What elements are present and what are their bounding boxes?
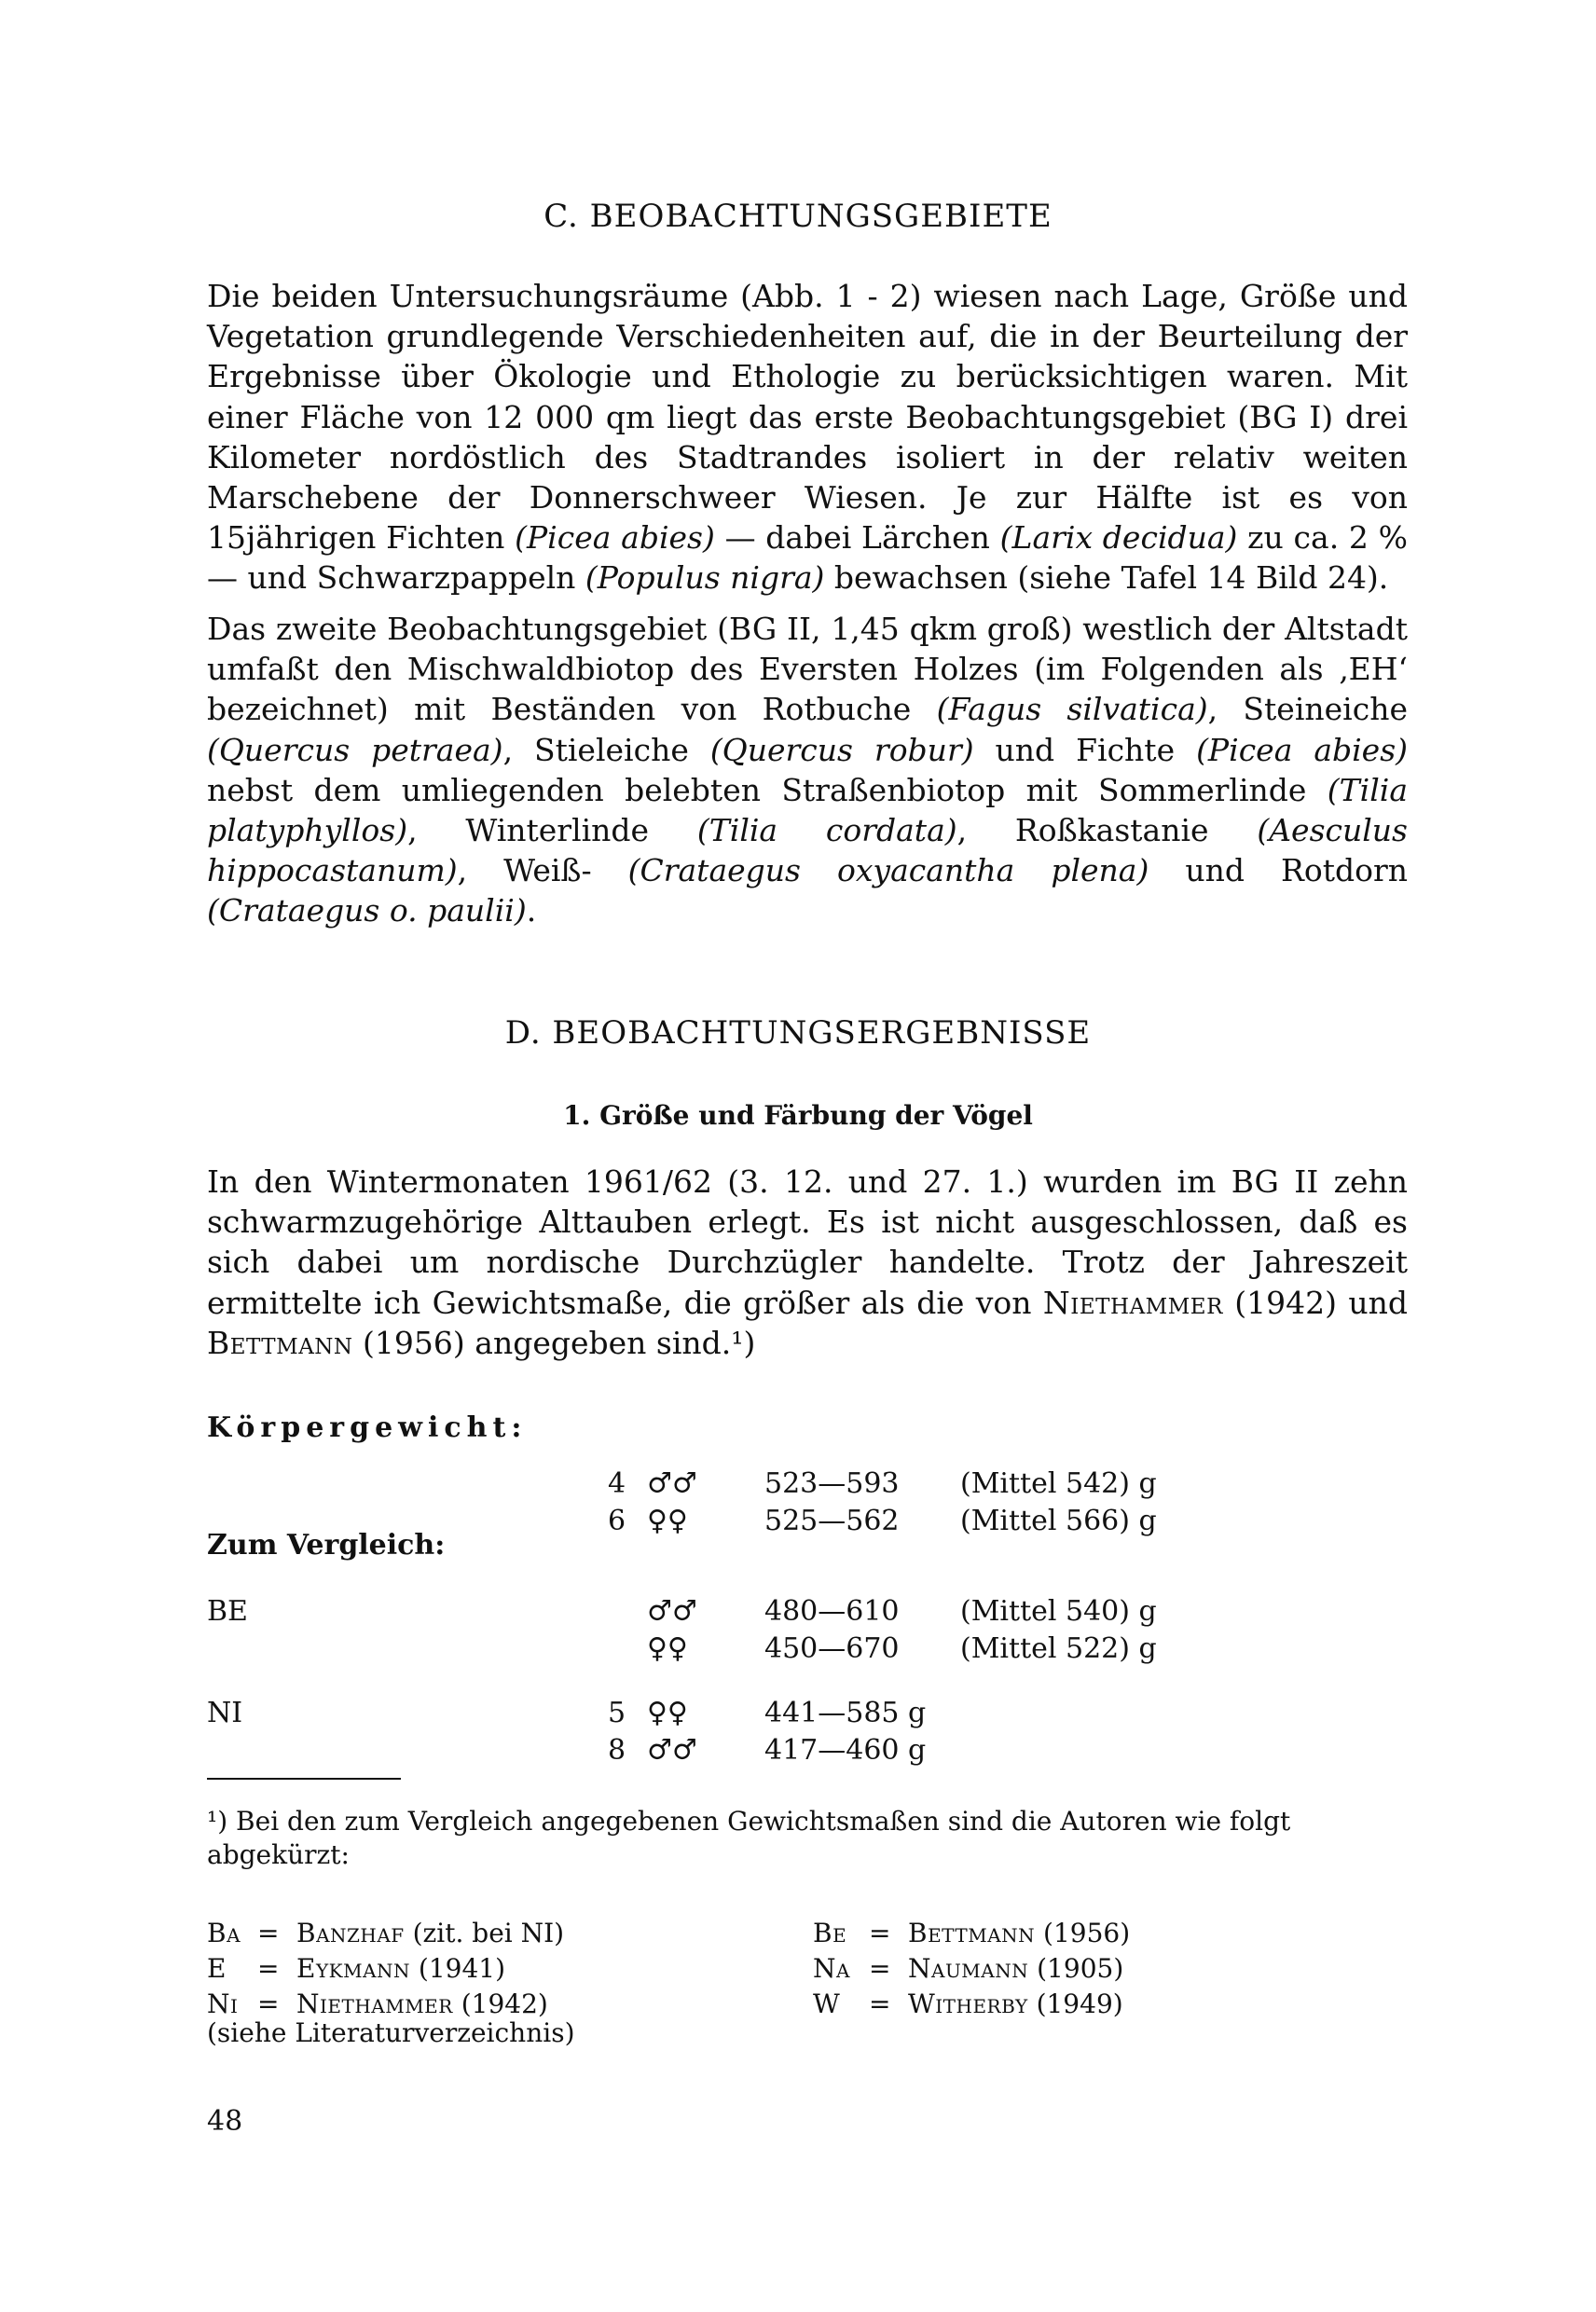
footnote-note: (siehe Literaturverzeichnis) <box>207 2017 575 2048</box>
equals-sign: = <box>257 1953 280 1984</box>
section-d-paragraph-1 <box>207 1162 1408 1363</box>
weight-label: Körpergewicht: <box>207 1411 528 1444</box>
species-name: (Populus nigra) <box>585 559 825 597</box>
text-run: Das zweite Beobachtungsgebiet (BG II, 1,45 qkm groß) westlich der Altstadt umfaßt den Mischwaldbiotop des Eversten Holzes (im Folgenden als ‚EH‘ bezeichnet) mit Beständen von Rotbuche <box>207 611 1408 728</box>
weight-sex: ♂♂ <box>647 1595 697 1628</box>
author-name: Banzhaf <box>296 1918 405 1948</box>
species-name: (Picea abies) <box>1196 731 1409 768</box>
species-name: (Tilia platyphyllos) <box>207 771 1408 849</box>
species-name: (Crataegus o. paulii) <box>207 892 527 929</box>
species-name: (Tilia cordata) <box>696 812 957 849</box>
weight-range: 523—593 <box>764 1467 900 1500</box>
species-name: (Quercus robur) <box>709 731 974 768</box>
page-number: 48 <box>207 2105 243 2138</box>
author-name: Naumann <box>908 1953 1029 1984</box>
abbrev-code: Ni <box>207 1989 239 2019</box>
text-run: , Roßkastanie <box>956 812 1258 849</box>
abbrev-code: W <box>813 1989 841 2019</box>
author-name: Eykmann <box>296 1953 411 1984</box>
section-d-heading: D. BEOBACHTUNGSERGEBNISSE <box>504 1014 1092 1052</box>
text-run: zu ca. 2 % — und Schwarzpappeln <box>207 519 1409 597</box>
section-d-subheading: 1. Größe und Färbung der Vögel <box>563 1100 1033 1131</box>
text-run: , Stieleiche <box>502 731 710 768</box>
equals-sign: = <box>869 1989 891 2019</box>
weight-count: 6 <box>608 1505 626 1537</box>
text-run: , Winterlinde <box>407 812 697 849</box>
weight-mean: (Mittel 522) g <box>960 1632 1157 1665</box>
weight-mean: (Mittel 540) g <box>960 1595 1157 1628</box>
species-name: (Aesculus hippocastanum) <box>207 812 1408 889</box>
text-run: (1942) und <box>1222 1284 1408 1321</box>
weight-range: 525—562 <box>764 1505 900 1537</box>
equals-sign: = <box>257 1918 280 1948</box>
weight-sex: ♀♀ <box>647 1505 688 1537</box>
weight-count: 4 <box>608 1467 626 1500</box>
text-run: , Steineiche <box>1207 691 1408 728</box>
abbrev-author <box>908 1917 1130 1950</box>
abbrev-author <box>296 1917 564 1950</box>
author-year: (1949) <box>1027 1989 1123 2019</box>
weight-count: 8 <box>608 1734 626 1767</box>
weight-sex: ♂♂ <box>647 1467 697 1500</box>
text-run: , Weiß- <box>457 852 628 889</box>
compare-label: Zum Vergleich: <box>207 1529 446 1562</box>
weight-range: 417—460 g <box>764 1734 927 1767</box>
author-year: (1905) <box>1028 1953 1124 1984</box>
author-year: (1956) <box>1035 1918 1131 1948</box>
weight-range: 450—670 <box>764 1632 900 1665</box>
species-name: (Larix decidua) <box>999 519 1238 557</box>
species-name: (Picea abies) <box>515 519 715 557</box>
section-c-heading: C. BEOBACHTUNGSGEBIETE <box>543 198 1053 235</box>
author-name: Niethammer <box>1042 1284 1223 1321</box>
weight-sex: ♂♂ <box>647 1734 697 1767</box>
equals-sign: = <box>869 1953 891 1984</box>
weight-range: 441—585 g <box>764 1697 927 1729</box>
equals-sign: = <box>257 1989 280 2019</box>
author-name: Bettmann <box>207 1324 353 1361</box>
weight-mean: (Mittel 542) g <box>960 1467 1157 1500</box>
weight-sex: ♀♀ <box>647 1632 688 1665</box>
text-run: nebst dem umliegenden belebten Straßenbiotop mit Sommerlinde <box>207 771 1328 808</box>
author-name: Witherby <box>908 1989 1028 2019</box>
abbrev-code: Be <box>813 1918 847 1948</box>
species-name: (Fagus silvatica) <box>936 691 1208 728</box>
weight-mean: (Mittel 566) g <box>960 1505 1157 1537</box>
weight-range: 480—610 <box>764 1595 900 1628</box>
text-run: Die beiden Untersuchungsräume (Abb. 1 - 2) wiesen nach Lage, Größe und Vegetation grundlegende Verschiedenheiten auf, die in der Beurteilung der Ergebnisse über Ökologie und Ethologie zu berücksichtigen waren. Mit einer Fläche von 12 000 qm liegt das erste Beobachtungsgebiet (BG I) drei Kilometer nordöstlich des Stadtrandes isoliert in der relativ weiten Marschebene der Donnerschweer Wiesen. Je zur Hälfte ist es von 15jährigen Fichten <box>207 278 1408 557</box>
author-year: (1942) <box>452 1989 548 2019</box>
abbrev-author <box>908 1988 1123 2021</box>
footnote-rule <box>207 1778 401 1780</box>
weight-source: NI <box>207 1697 243 1729</box>
abbrev-author <box>908 1952 1123 1986</box>
weight-count: 5 <box>608 1697 626 1729</box>
text-run: — dabei Lärchen <box>714 519 1000 557</box>
text-run: und Fichte <box>973 731 1197 768</box>
weight-sex: ♀♀ <box>647 1697 688 1729</box>
author-name: Niethammer <box>296 1989 453 2019</box>
abbrev-code: Na <box>813 1953 850 1984</box>
text-run: bewachsen (siehe Tafel 14 Bild 24). <box>824 559 1389 597</box>
weight-source: BE <box>207 1595 248 1628</box>
equals-sign: = <box>869 1918 891 1948</box>
text-run: und Rotdorn <box>1149 852 1408 889</box>
text-run: In den Wintermonaten 1961/62 (3. 12. und 27. 1.) wurden im BG II zehn schwarmzugehörige Alttauben erlegt. Es ist nicht ausgeschlossen, daß es sich dabei um nordische Durchzügler handelte. Trotz der Jahreszeit ermittelte ich Gewichtsmaße, die größer als die von <box>207 1163 1408 1321</box>
text-run: . <box>526 892 537 929</box>
text-run: (1956) angegeben sind.¹) <box>352 1324 756 1361</box>
abbrev-author <box>296 1952 505 1986</box>
author-name: Bettmann <box>908 1918 1036 1948</box>
species-name: (Quercus petraea) <box>207 731 503 768</box>
species-name: (Crataegus oxyacantha plena) <box>627 852 1149 889</box>
author-year: (zit. bei NI) <box>404 1918 565 1948</box>
abbrev-code: E <box>207 1953 227 1984</box>
author-year: (1941) <box>410 1953 506 1984</box>
section-c-paragraph-2 <box>207 609 1408 931</box>
section-c-paragraph-1 <box>207 276 1408 599</box>
abbrev-code: Ba <box>207 1918 241 1948</box>
footnote-text: ¹) Bei den zum Vergleich angegebenen Gewichtsmaßen sind die Autoren wie folgt abgekürzt: <box>207 1806 1291 1870</box>
